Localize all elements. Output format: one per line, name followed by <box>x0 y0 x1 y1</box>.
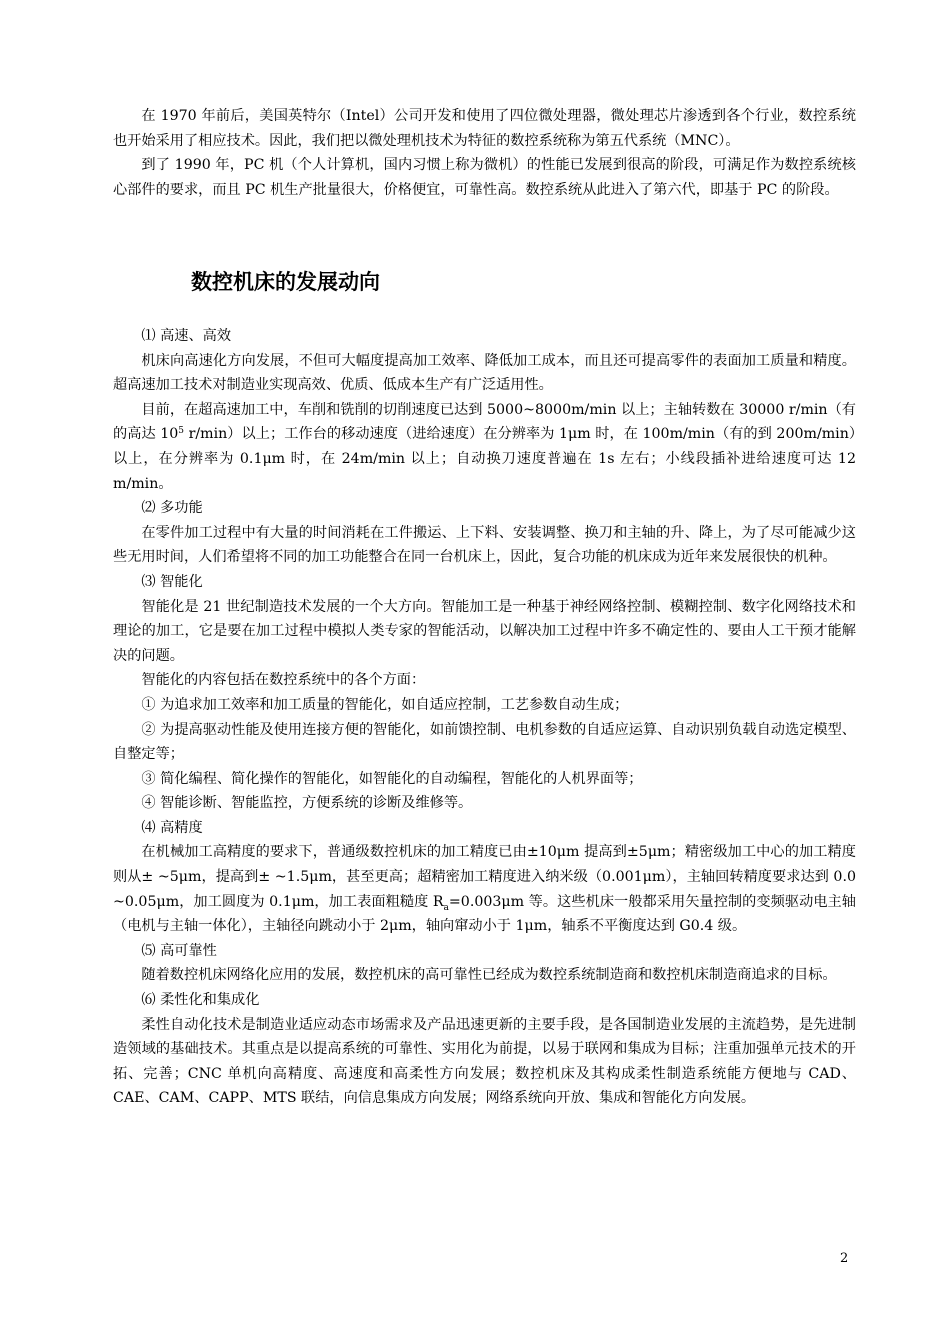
high-speed-paragraph-2 <box>113 398 856 496</box>
intelligent-item-4: ④ 智能诊断、智能监控，方便系统的诊断及维修等。 <box>141 795 473 812</box>
heading-high-speed: ⑴ 高速、高效 <box>141 328 232 344</box>
intelligent-paragraph-2: 智能化的内容包括在数控系统中的各个方面： <box>141 672 426 689</box>
intelligent-paragraph-1: 智能化是 21 世纪制造技术发展的一个大方向。智能加工是一种基于神经网络控制、模糊控制、数字化网络技术和理论的加工，它是要在加工过程中模拟人类专家的智能活动，以解决加工过程中许多不确定性的、要由人工干预才能解决的问题。 <box>113 598 856 664</box>
high-speed-paragraph-1: 机床向高速化方向发展，不但可大幅度提高加工效率、降低加工成本，而且还可提高零件的表面加工质量和精度。超高速加工技术对制造业实现高效、优质、低成本生产有广泛适用性。 <box>113 352 856 394</box>
heading-high-precision: ⑷ 高精度 <box>141 819 203 836</box>
subscript: a <box>443 902 449 913</box>
high-precision-text-b: =0.003μm 等。这些机床一般都采用矢量控制的变频驱动电主轴（电机与主轴一体化），主轴径向跳动小于 2μm，轴向窜动小于 1μm，轴系不平衡度达到 G0.4 级。 <box>113 893 856 935</box>
heading-flexible: ⑹ 柔性化和集成化 <box>141 992 260 1009</box>
section-title: 数控机床的发展动向 <box>191 270 380 294</box>
intro-paragraph-1: 在 1970 年前后，美国英特尔（Intel）公司开发和使用了四位微处理器，微处理芯片渗透到各个行业，数控系统也开始采用了相应技术。因此，我们把以微处理机技术为特征的数控系统称为第五代系统（MNC）。 <box>113 108 856 149</box>
high-speed-text-b: r/min）以上；工作台的移动速度（进给速度）在分辨率为 1μm 时，在 100m/min（有的到 200m/min）以上，在分辨率为 0.1μm 时，在 24m/min 以上；自动换刀速度普遍在 1s 左右；小线段插补进给速度可达 12 m/min。 <box>113 426 856 492</box>
flexible-paragraph: 柔性自动化技术是制造业适应动态市场需求及产品迅速更新的主要手段，是各国制造业发展的主流趋势，是先进制造领域的基础技术。其重点是以提高系统的可靠性、实用化为前提，以易于联网和集成为目标；注重加强单元技术的开拓、完善；CNC 单机向高精度、高速度和高柔性方向发展；数控机床及其构成柔性制造系统能方便地与 CAD、CAE、CAM、CAPP、MTS 联结，向信息集成方向发展；网络系统向开放、集成和智能化方向发展。 <box>113 1016 856 1107</box>
intelligent-item-1: ① 为追求加工效率和加工质量的智能化，如自适应控制，工艺参数自动生成； <box>141 696 629 713</box>
heading-reliability: ⑸ 高可靠性 <box>141 942 217 959</box>
heading-intelligent: ⑶ 智能化 <box>141 573 203 590</box>
high-precision-text-a: 在机械加工高精度的要求下，普通级数控机床的加工精度已由±10μm 提高到±5μm；精密级加工中心的加工精度则从± ~5μm，提高到± ~1.5μm，甚至更高；超精密加工精度进入纳米级（0.001μm），主轴回转精度要求达到 0.0 ~0.05μm，加工圆度为 0.1μm，加工表面粗糙度 R <box>113 844 856 910</box>
heading-multi-function: ⑵ 多功能 <box>141 500 203 517</box>
trends-body <box>113 324 856 1111</box>
intelligent-item-2: ② 为提高驱动性能及使用连接方便的智能化，如前馈控制、电机参数的自适应运算、自动识别负载自动选定模型、自整定等； <box>113 721 856 763</box>
intro-section <box>113 104 856 202</box>
high-precision-paragraph <box>113 840 856 938</box>
intro-paragraph-2: 到了 1990 年，PC 机（个人计算机，国内习惯上称为微机）的性能已发展到很高的阶段，可满足作为数控系统核心部件的要求，而且 PC 机生产批量很大，价格便宜，可靠性高。数控系统从此进入了第六代，即基于 PC 的阶段。 <box>113 157 856 198</box>
reliability-paragraph: 随着数控机床网络化应用的发展，数控机床的高可靠性已经成为数控系统制造商和数控机床制造商追求的目标。 <box>141 967 837 984</box>
multi-function-paragraph: 在零件加工过程中有大量的时间消耗在工件搬运、上下料、安装调整、换刀和主轴的升、降上，为了尽可能减少这些无用时间，人们希望将不同的加工功能整合在同一台机床上，因此，复合功能的机床成为近年来发展很快的机种。 <box>113 524 856 566</box>
page-number: 2 <box>840 1251 849 1266</box>
high-speed-text-a: 目前，在超高速加工中，车削和铣削的切削速度已达到 5000~8000m/min 以上；主轴转数在 30000 r/min（有的高达 10 <box>113 401 856 443</box>
exponent: 5 <box>178 426 185 437</box>
intelligent-item-3: ③ 简化编程、简化操作的智能化，如智能化的自动编程，智能化的人机界面等； <box>141 770 643 787</box>
